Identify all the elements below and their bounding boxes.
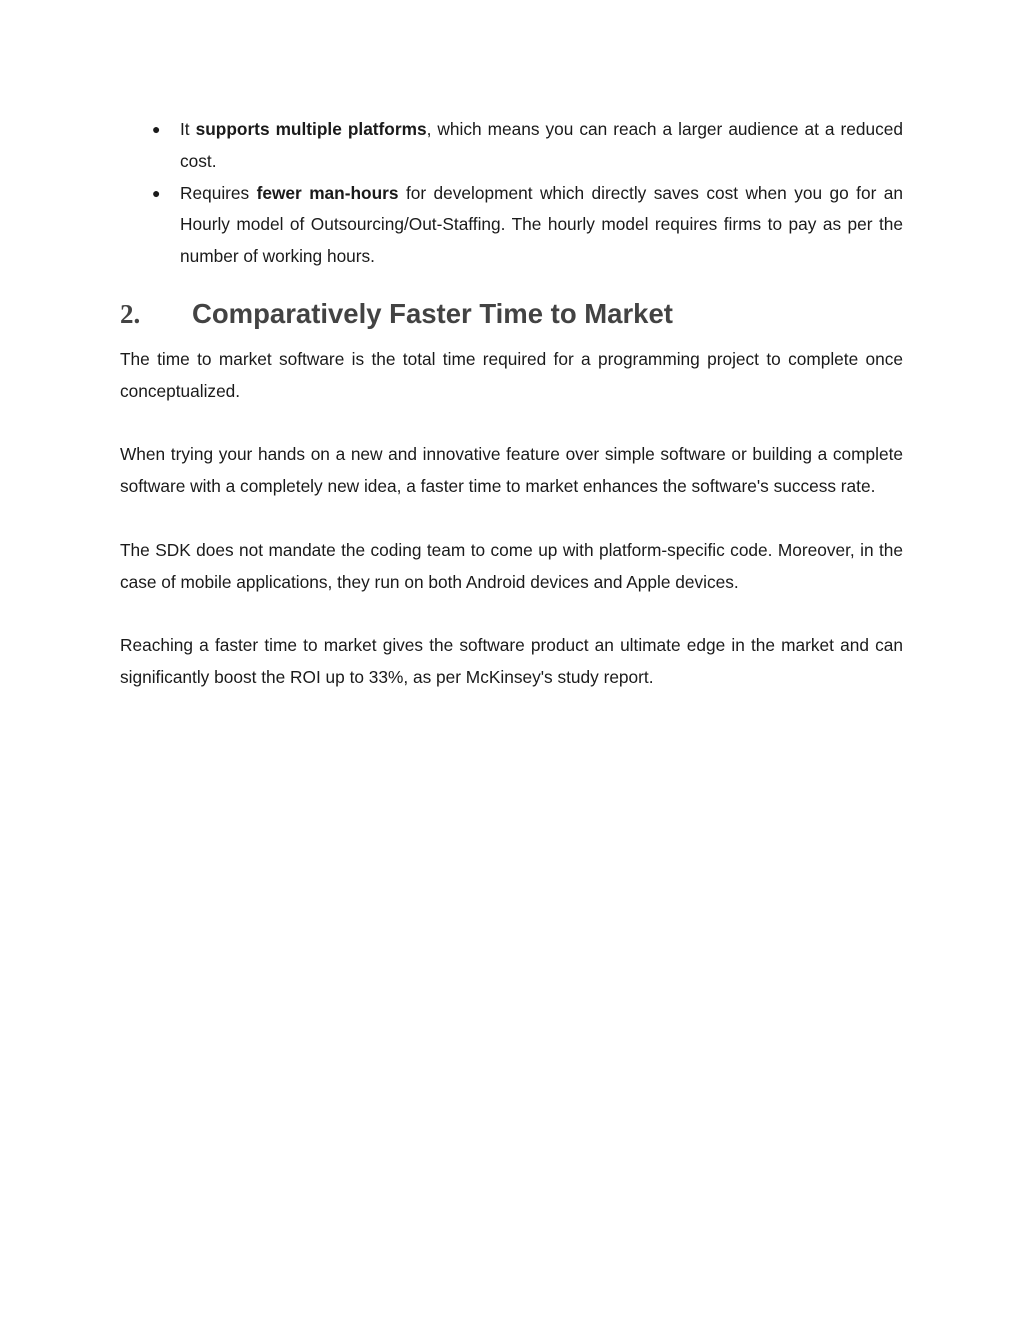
bullet-icon: ● <box>152 184 161 201</box>
list-item <box>120 114 903 178</box>
bullet-text-lead: It <box>180 119 196 139</box>
bullet-icon: ● <box>152 121 161 137</box>
section-number: 2. <box>120 298 141 329</box>
bullet-text-bold: supports multiple platforms <box>195 119 427 139</box>
body-paragraph: Reaching a faster time to market gives the software product an ultimate edge in the market and can significantly boost the ROI up to 33%, as per McKinsey's study report. <box>120 635 903 687</box>
bullet-text-bold: fewer man-hours <box>256 182 399 203</box>
bullet-text-rest: for development which directly saves cost when you go for an Hourly model of Outsourcing/Out-Staffing. The hourly model requires firms to pay as per the number of working hours. <box>180 182 903 267</box>
bullet-list <box>120 114 903 273</box>
body-paragraph: The time to market software is the total time required for a programming project to complete once conceptualized. <box>120 348 903 401</box>
page-content <box>120 114 903 726</box>
body-paragraph: The SDK does not mandate the coding team to come up with platform-specific code. Moreover, in the case of mobile applications, they run on both Android devices and Apple devices. <box>120 539 903 592</box>
bullet-text-lead: Requires <box>180 182 257 203</box>
list-item <box>120 178 903 273</box>
section-title: Comparatively Faster Time to Market <box>192 297 673 329</box>
bullet-text-rest: , which means you can reach a larger audience at a reduced cost. <box>180 119 903 171</box>
section-heading <box>120 298 903 330</box>
body-paragraph: When trying your hands on a new and innovative feature over simple software or building a complete software with a completely new idea, a faster time to market enhances the software's success rate. <box>120 444 903 497</box>
